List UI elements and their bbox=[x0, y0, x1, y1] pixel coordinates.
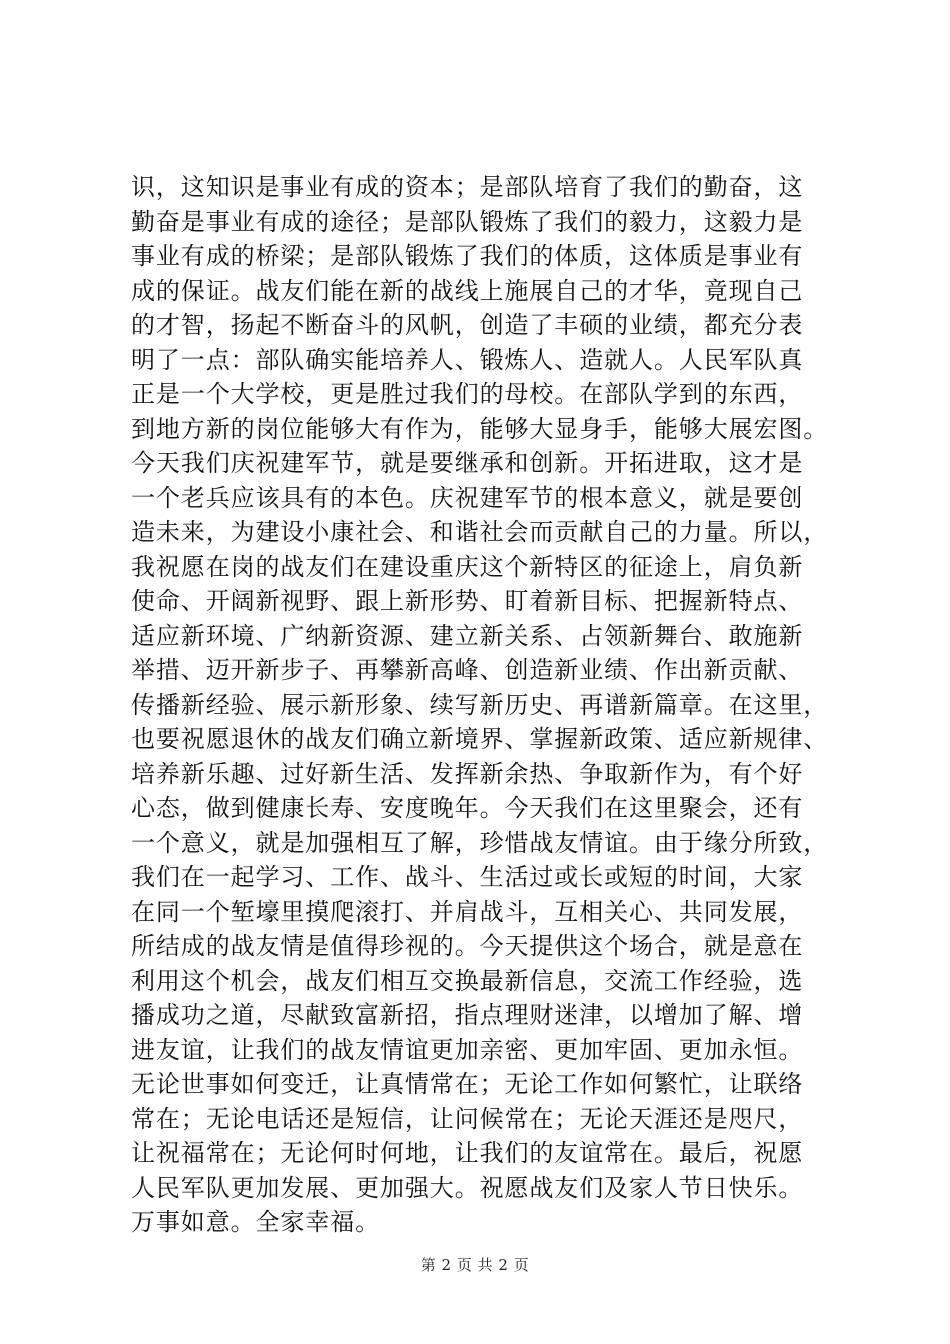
body-text bbox=[131, 170, 861, 1240]
text-line: 也要祝愿退休的战友们确立新境界、掌握新政策、适应新规律、 bbox=[131, 725, 829, 753]
text-line: 造未来，为建设小康社会、和谐社会而贡献自己的力量。所以， bbox=[131, 518, 829, 546]
text-line: 利用这个机会，战友们相互交换最新信息，交流工作经验，选 bbox=[131, 966, 804, 995]
text-line: 我们在一起学习、工作、战斗、生活过或长或短的时间，大家 bbox=[131, 863, 804, 891]
text-line: 所结成的战友情是值得珍视的。今天提供这个场合，就是意在 bbox=[131, 932, 804, 960]
text-line: 事业有成的桥梁；是部队锻炼了我们的体质，这体质是事业有 bbox=[131, 242, 804, 270]
text-line: 无论世事如何变迁，让真情常在；无论工作如何繁忙，让联络 bbox=[131, 1070, 804, 1098]
text-line: 成的保证。战友们能在新的战线上施展自己的才华，竟现自己 bbox=[131, 276, 804, 305]
text-line: 进友谊，让我们的战友情谊更加亲密、更加牢固、更加永恒。 bbox=[131, 1035, 804, 1064]
text-line: 的才智，扬起不断奋斗的风帆，创造了丰硕的业绩，都充分表 bbox=[131, 311, 804, 339]
text-line: 我祝愿在岗的战友们在建设重庆这个新特区的征途上，肩负新 bbox=[131, 552, 804, 581]
text-line: 使命、开阔新视野、跟上新形势、盯着新目标、把握新特点、 bbox=[131, 587, 804, 615]
text-line: 举措、迈开新步子、再攀新高峰、创造新业绩、作出新贡献、 bbox=[131, 656, 804, 684]
text-line: 人民军队更加发展、更加强大。祝愿战友们及家人节日快乐。 bbox=[131, 1173, 804, 1202]
text-line: 一个老兵应该具有的本色。庆祝建军节的根本意义，就是要创 bbox=[131, 483, 804, 512]
text-line: 识，这知识是事业有成的资本；是部队培育了我们的勤奋，这 bbox=[131, 173, 804, 201]
text-line: 勤奋是事业有成的途径；是部队锻炼了我们的毅力，这毅力是 bbox=[131, 207, 804, 236]
text-line: 到地方新的岗位能够大有作为，能够大显身手，能够大展宏图。 bbox=[131, 414, 829, 443]
page-number-footer: 第 2 页 共 2 页 bbox=[420, 1256, 530, 1274]
text-line: 万事如意。全家幸福。 bbox=[131, 1208, 380, 1236]
text-line: 培养新乐趣、过好新生活、发挥新余热、争取新作为，有个好 bbox=[131, 759, 804, 788]
text-line: 让祝福常在；无论何时何地，让我们的友谊常在。最后，祝愿 bbox=[131, 1139, 804, 1167]
text-line: 心态，做到健康长寿、安度晚年。今天我们在这里聚会，还有 bbox=[131, 794, 804, 822]
text-line: 今天我们庆祝建军节，就是要继承和创新。开拓进取，这才是 bbox=[131, 449, 804, 477]
text-line: 适应新环境、广纳新资源、建立新关系、占领新舞台、敢施新 bbox=[131, 621, 804, 650]
text-line: 常在；无论电话还是短信，让问候常在；无论天涯还是咫尺， bbox=[131, 1104, 804, 1133]
text-line: 在同一个堑壕里摸爬滚打、并肩战斗，互相关心、共同发展， bbox=[131, 897, 804, 926]
text-line: 一个意义，就是加强相互了解，珍惜战友情谊。由于缘分所致， bbox=[131, 828, 829, 857]
text-line: 传播新经验、展示新形象、续写新历史、再谱新篇章。在这里， bbox=[131, 690, 829, 719]
text-line: 正是一个大学校，更是胜过我们的母校。在部队学到的东西， bbox=[131, 380, 804, 408]
text-line: 明了一点：部队确实能培养人、锻炼人、造就人。人民军队真 bbox=[131, 345, 804, 374]
text-line: 播成功之道，尽献致富新招，指点理财迷津，以增加了解、增 bbox=[131, 1001, 804, 1029]
